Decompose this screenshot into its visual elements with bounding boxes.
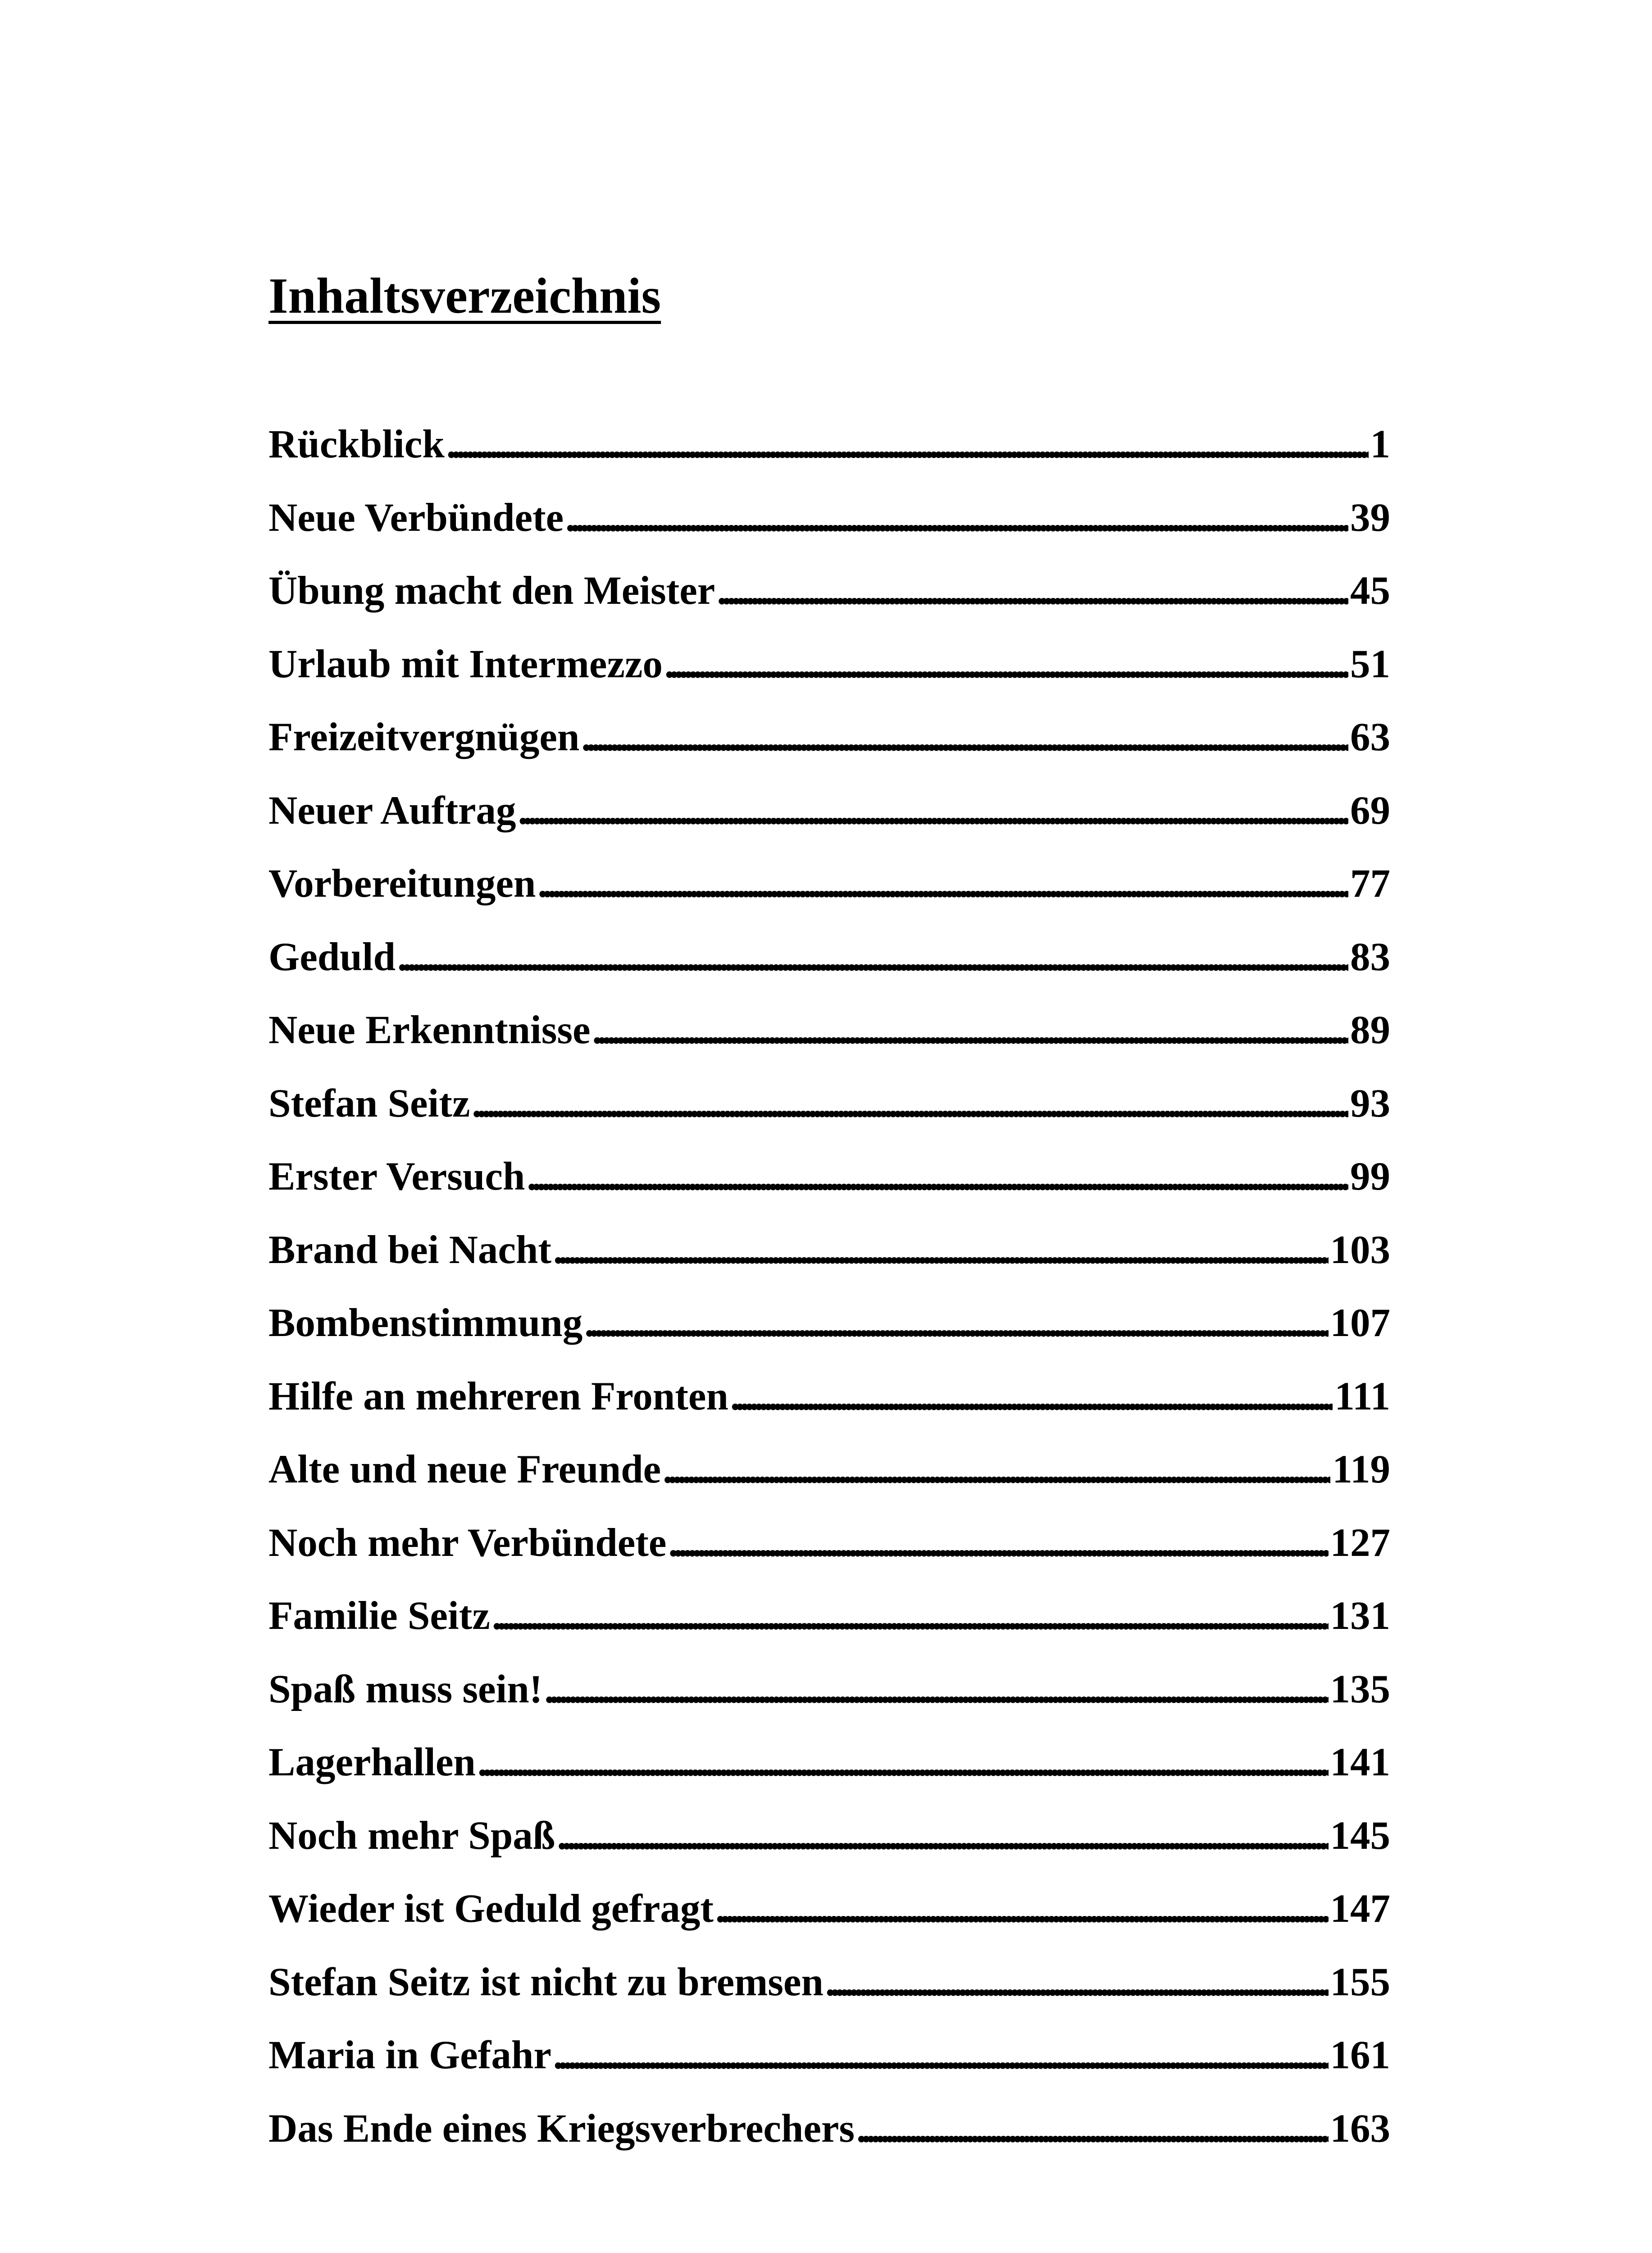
dot-leader (592, 994, 1348, 1067)
dot-leader (537, 847, 1348, 921)
dot-leader (557, 1799, 1328, 1873)
toc-entry-page-number: 51 (1350, 642, 1390, 686)
toc-entry-page-number: 163 (1330, 2106, 1390, 2151)
toc-entry-label: Maria in Gefahr (269, 2033, 551, 2077)
toc-entry-label: Spaß muss sein! (269, 1667, 543, 1711)
dot-leader (663, 1433, 1330, 1506)
toc-entry[interactable] (269, 1726, 1390, 1799)
toc-entry-label: Alte und neue Freunde (269, 1447, 661, 1491)
toc-entry-label: Übung macht den Meister (269, 569, 715, 613)
dot-leader (730, 1360, 1333, 1433)
toc-entry[interactable] (269, 921, 1390, 994)
toc-entry[interactable] (269, 1579, 1390, 1653)
toc-entry-label: Urlaub mit Intermezzo (269, 642, 663, 686)
dot-leader (553, 2019, 1329, 2092)
toc-entry[interactable] (269, 1433, 1390, 1506)
toc-entry-page-number: 141 (1330, 1740, 1390, 1784)
toc-entry-page-number: 103 (1330, 1227, 1390, 1272)
toc-entry-page-number: 93 (1350, 1081, 1390, 1126)
toc-entry-page-number: 127 (1330, 1520, 1390, 1565)
toc-entry-page-number: 99 (1350, 1154, 1390, 1199)
toc-entry[interactable] (269, 1286, 1390, 1360)
dot-leader (518, 774, 1348, 848)
toc-entry-label: Neuer Auftrag (269, 788, 516, 833)
toc-entry[interactable] (269, 1213, 1390, 1287)
toc-entry-page-number: 111 (1334, 1374, 1390, 1418)
toc-entry-page-number: 83 (1350, 935, 1390, 979)
toc-entry[interactable] (269, 1872, 1390, 1946)
dot-leader (715, 1872, 1329, 1946)
toc-entry-label: Hilfe an mehreren Fronten (269, 1374, 728, 1418)
toc-entry-label: Lagerhallen (269, 1740, 476, 1784)
dot-leader (478, 1726, 1329, 1799)
toc-entry-label: Vorbereitungen (269, 862, 536, 906)
toc-entry[interactable] (269, 1360, 1390, 1433)
toc-entry[interactable] (269, 1140, 1390, 1213)
toc-entry[interactable] (269, 847, 1390, 921)
toc-entry-page-number: 45 (1350, 569, 1390, 613)
toc-entry-page-number: 89 (1350, 1008, 1390, 1052)
toc-entry-page-number: 145 (1330, 1813, 1390, 1858)
toc-entry-label: Neue Verbündete (269, 495, 564, 540)
toc-list (269, 408, 1390, 2165)
dot-leader (446, 408, 1369, 481)
dot-leader (856, 2092, 1328, 2166)
toc-entry-label: Stefan Seitz ist nicht zu bremsen (269, 1960, 824, 2004)
toc-entry-page-number: 107 (1330, 1301, 1390, 1345)
toc-entry-page-number: 69 (1350, 788, 1390, 833)
toc-entry-page-number: 155 (1330, 1960, 1390, 2004)
toc-entry-label: Stefan Seitz (269, 1081, 470, 1126)
toc-entry-label: Geduld (269, 935, 396, 979)
dot-leader (584, 1286, 1328, 1360)
toc-entry[interactable] (269, 408, 1390, 481)
dot-leader (664, 628, 1348, 701)
toc-entry[interactable] (269, 481, 1390, 555)
toc-entry-page-number: 39 (1350, 495, 1390, 540)
toc-entry-label: Erster Versuch (269, 1154, 525, 1199)
toc-entry-label: Neue Erkenntnisse (269, 1008, 591, 1052)
toc-entry[interactable] (269, 2092, 1390, 2166)
dot-leader (825, 1946, 1329, 2019)
toc-entry-label: Das Ende eines Kriegsverbrechers (269, 2106, 855, 2151)
toc-entry[interactable] (269, 2019, 1390, 2092)
dot-leader (544, 1653, 1328, 1726)
dot-leader (527, 1140, 1348, 1213)
toc-entry-label: Rückblick (269, 422, 445, 466)
toc-entry-label: Noch mehr Spaß (269, 1813, 555, 1858)
toc-entry-label: Wieder ist Geduld gefragt (269, 1887, 714, 1931)
toc-entry[interactable] (269, 701, 1390, 774)
toc-entry-label: Brand bei Nacht (269, 1227, 551, 1272)
toc-entry-page-number: 161 (1330, 2033, 1390, 2077)
toc-entry-page-number: 77 (1350, 862, 1390, 906)
toc-entry[interactable] (269, 1799, 1390, 1873)
toc-entry-label: Noch mehr Verbündete (269, 1520, 667, 1565)
toc-entry-label: Bombenstimmung (269, 1301, 583, 1345)
toc-entry-page-number: 147 (1330, 1887, 1390, 1931)
toc-entry-page-number: 131 (1330, 1594, 1390, 1638)
toc-entry[interactable] (269, 1067, 1390, 1140)
toc-entry[interactable] (269, 628, 1390, 701)
dot-leader (397, 921, 1348, 994)
toc-entry-page-number: 63 (1350, 715, 1390, 759)
dot-leader (492, 1579, 1329, 1653)
dot-leader (668, 1506, 1328, 1580)
dot-leader (581, 701, 1348, 774)
toc-entry[interactable] (269, 774, 1390, 848)
toc-entry-page-number: 1 (1370, 422, 1390, 466)
toc-title: Inhaltsverzeichnis (269, 268, 661, 324)
toc-entry-label: Familie Seitz (269, 1594, 490, 1638)
toc-entry[interactable] (269, 994, 1390, 1067)
toc-entry-page-number: 119 (1332, 1447, 1390, 1491)
toc-entry-page-number: 135 (1330, 1667, 1390, 1711)
toc-entry[interactable] (269, 1946, 1390, 2019)
toc-entry-label: Freizeitvergnügen (269, 715, 580, 759)
toc-entry[interactable] (269, 1653, 1390, 1726)
dot-leader (553, 1213, 1329, 1287)
dot-leader (565, 481, 1348, 555)
dot-leader (717, 554, 1348, 628)
toc-entry[interactable] (269, 554, 1390, 628)
dot-leader (472, 1067, 1348, 1140)
toc-entry[interactable] (269, 1506, 1390, 1580)
